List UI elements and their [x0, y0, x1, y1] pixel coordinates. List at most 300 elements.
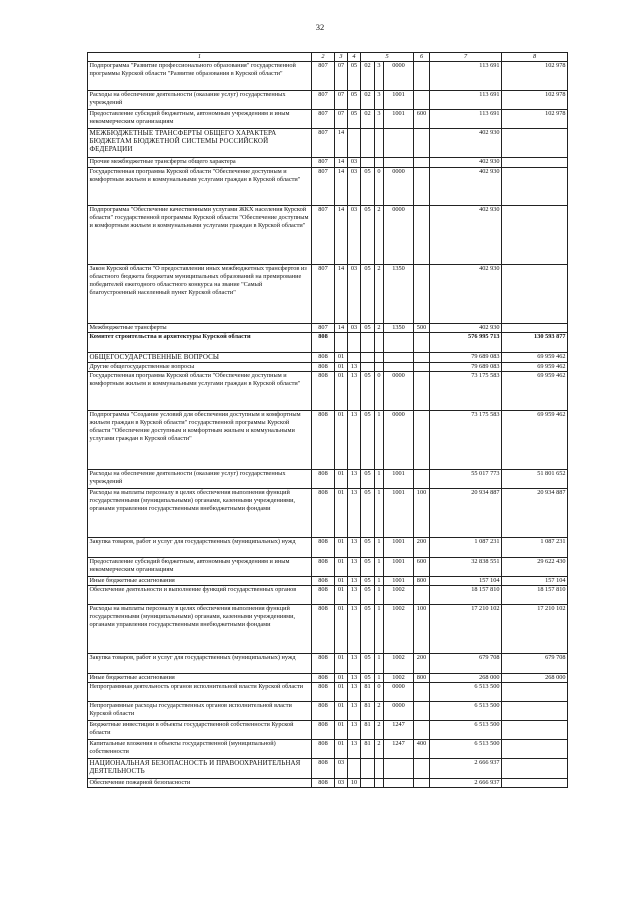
subsection-code-cell: 13	[348, 538, 361, 558]
header-cell: 3	[335, 53, 348, 62]
name-cell: Закон Курской области "О предоставлении иных межбюджетных трансфертов из областного бюджета бюджетам муниципальных образований на премирование победителей ежегодного областного конкурса на звание "Самый благоустроенный населенный пункт Курской области"	[88, 265, 312, 324]
direction-code-cell: 1001	[384, 110, 414, 129]
table-row	[88, 605, 568, 654]
page-number: 32	[315, 22, 325, 32]
ministry-code-cell: 807	[312, 129, 335, 158]
amount-2018-cell: 102 978	[502, 110, 568, 129]
expense-type-cell	[414, 333, 430, 353]
amount-2018-cell: 51 801 652	[502, 470, 568, 489]
table-row	[88, 62, 568, 91]
name-cell: НАЦИОНАЛЬНАЯ БЕЗОПАСНОСТЬ И ПРАВООХРАНИТЕЛЬНАЯ ДЕЯТЕЛЬНОСТЬ	[88, 759, 312, 779]
ministry-code-cell: 807	[312, 168, 335, 206]
program-code-cell: 81	[361, 702, 375, 721]
amount-2018-cell	[502, 265, 568, 324]
name-cell: Межбюджетные трансферты	[88, 324, 312, 333]
table-row	[88, 372, 568, 411]
amount-2017-cell: 679 708	[430, 654, 502, 674]
direction-code-cell: 1350	[384, 324, 414, 333]
table-row	[88, 586, 568, 605]
subsection-code-cell: 05	[348, 91, 361, 110]
name-cell: Подпрограмма "Создание условий для обеспечения доступным и комфортным жильем граждан в Курской области" государственной программы Курской области "Обеспечение доступным и комфортным жильем и коммунальными услугами граждан в Курской области"	[88, 411, 312, 470]
expense-type-cell	[414, 353, 430, 363]
amount-2017-cell: 55 017 773	[430, 470, 502, 489]
subsection-code-cell: 05	[348, 62, 361, 91]
name-cell: Обеспечение пожарной безопасности	[88, 779, 312, 788]
direction-code-cell: 0000	[384, 411, 414, 470]
section-code-cell: 01	[335, 674, 348, 683]
amount-2018-cell: 102 978	[502, 91, 568, 110]
name-cell: Закупка товаров, работ и услуг для государственных (муниципальных) нужд	[88, 654, 312, 674]
section-code-cell: 14	[335, 129, 348, 158]
header-cell: 6	[414, 53, 430, 62]
section-code-cell: 14	[335, 324, 348, 333]
program-code-cell: 81	[361, 721, 375, 740]
direction-code-cell: 1001	[384, 91, 414, 110]
ministry-code-cell: 807	[312, 265, 335, 324]
subprogram-code-cell: 3	[375, 91, 384, 110]
amount-2017-cell: 2 666 937	[430, 779, 502, 788]
section-code-cell: 07	[335, 91, 348, 110]
direction-code-cell: 1002	[384, 586, 414, 605]
amount-2017-cell: 2 666 937	[430, 759, 502, 779]
program-code-cell	[361, 779, 375, 788]
table-row	[88, 333, 568, 353]
amount-2017-cell: 576 995 713	[430, 333, 502, 353]
section-code-cell: 01	[335, 558, 348, 577]
ministry-code-cell: 808	[312, 333, 335, 353]
section-code-cell: 07	[335, 110, 348, 129]
subsection-code-cell: 03	[348, 265, 361, 324]
ministry-code-cell: 808	[312, 577, 335, 586]
expense-type-cell	[414, 62, 430, 91]
subsection-code-cell: 13	[348, 683, 361, 702]
program-code-cell	[361, 333, 375, 353]
subsection-code-cell	[348, 129, 361, 158]
amount-2017-cell: 32 838 551	[430, 558, 502, 577]
table-row	[88, 558, 568, 577]
section-code-cell: 01	[335, 470, 348, 489]
amount-2018-cell: 102 978	[502, 62, 568, 91]
name-cell: МЕЖБЮДЖЕТНЫЕ ТРАНСФЕРТЫ ОБЩЕГО ХАРАКТЕРА БЮДЖЕТАМ БЮДЖЕТНОЙ СИСТЕМЫ РОССИЙСКОЙ ФЕДЕРАЦИИ	[88, 129, 312, 158]
section-code-cell: 01	[335, 605, 348, 654]
name-cell: Непрограммная деятельность органов исполнительной власти Курской области	[88, 683, 312, 702]
amount-2017-cell: 402 930	[430, 324, 502, 333]
direction-code-cell	[384, 333, 414, 353]
section-code-cell: 01	[335, 411, 348, 470]
direction-code-cell: 1001	[384, 489, 414, 538]
ministry-code-cell: 807	[312, 110, 335, 129]
name-cell: Подпрограмма "Обеспечение качественными услугами ЖКХ населения Курской области" государственной программы Курской области "Обеспечение доступным и комфортным жильем и коммунальными услугами граждан в Курской области"	[88, 206, 312, 265]
subprogram-code-cell	[375, 158, 384, 168]
table-row	[88, 470, 568, 489]
ministry-code-cell: 808	[312, 470, 335, 489]
section-code-cell: 01	[335, 538, 348, 558]
subprogram-code-cell: 1	[375, 586, 384, 605]
amount-2018-cell	[502, 324, 568, 333]
expense-type-cell	[414, 363, 430, 372]
name-cell: Предоставление субсидий бюджетным, автономным учреждениям и иным некоммерческим организациям	[88, 558, 312, 577]
ministry-code-cell: 808	[312, 721, 335, 740]
expense-type-cell: 500	[414, 324, 430, 333]
subprogram-code-cell: 1	[375, 674, 384, 683]
amount-2018-cell: 69 959 462	[502, 363, 568, 372]
program-code-cell: 81	[361, 740, 375, 759]
subprogram-code-cell: 1	[375, 605, 384, 654]
subprogram-code-cell	[375, 333, 384, 353]
subprogram-code-cell: 0	[375, 683, 384, 702]
amount-2018-cell: 17 210 102	[502, 605, 568, 654]
subprogram-code-cell	[375, 779, 384, 788]
table-row	[88, 740, 568, 759]
name-cell: Государственная программа Курской области "Обеспечение доступным и комфортным жильем и коммунальными услугами граждан в Курской области"	[88, 372, 312, 411]
subprogram-code-cell	[375, 353, 384, 363]
section-code-cell: 01	[335, 683, 348, 702]
direction-code-cell: 0000	[384, 683, 414, 702]
name-cell: Подпрограмма "Развитие профессионального образования" государственной программы Курской области "Развитие образования в Курской области"	[88, 62, 312, 91]
program-code-cell: 02	[361, 91, 375, 110]
ministry-code-cell: 808	[312, 586, 335, 605]
table-row	[88, 110, 568, 129]
amount-2018-cell: 69 959 462	[502, 353, 568, 363]
subprogram-code-cell: 1	[375, 489, 384, 538]
expense-type-cell	[414, 129, 430, 158]
amount-2018-cell	[502, 702, 568, 721]
subsection-code-cell: 13	[348, 489, 361, 538]
subprogram-code-cell: 2	[375, 324, 384, 333]
expense-type-cell	[414, 91, 430, 110]
header-cell: 1	[88, 53, 312, 62]
name-cell: Прочие межбюджетные трансферты общего характера	[88, 158, 312, 168]
subsection-code-cell: 13	[348, 702, 361, 721]
subprogram-code-cell: 2	[375, 265, 384, 324]
expense-type-cell: 600	[414, 558, 430, 577]
expense-type-cell: 200	[414, 538, 430, 558]
ministry-code-cell: 808	[312, 683, 335, 702]
amount-2017-cell: 1 087 231	[430, 538, 502, 558]
expense-type-cell	[414, 411, 430, 470]
expense-type-cell: 100	[414, 605, 430, 654]
section-code-cell: 01	[335, 353, 348, 363]
expense-type-cell	[414, 470, 430, 489]
subprogram-code-cell: 1	[375, 470, 384, 489]
program-code-cell	[361, 759, 375, 779]
subsection-code-cell: 13	[348, 605, 361, 654]
amount-2018-cell	[502, 168, 568, 206]
section-code-cell: 01	[335, 740, 348, 759]
table-row	[88, 489, 568, 538]
subsection-code-cell: 10	[348, 779, 361, 788]
expense-type-cell	[414, 683, 430, 702]
table-row	[88, 324, 568, 333]
section-code-cell: 14	[335, 158, 348, 168]
subprogram-code-cell	[375, 759, 384, 779]
expense-type-cell: 400	[414, 740, 430, 759]
amount-2018-cell	[502, 740, 568, 759]
program-code-cell: 05	[361, 324, 375, 333]
amount-2018-cell	[502, 158, 568, 168]
direction-code-cell: 1001	[384, 558, 414, 577]
subprogram-code-cell: 2	[375, 702, 384, 721]
subsection-code-cell	[348, 759, 361, 779]
program-code-cell: 05	[361, 538, 375, 558]
amount-2018-cell	[502, 129, 568, 158]
subsection-code-cell: 13	[348, 470, 361, 489]
name-cell: Расходы на выплаты персоналу в целях обеспечения выполнения функций государственными (муниципальными) органами, казенными учреждениями, органами управления государственными внебюджетными фондами	[88, 605, 312, 654]
expense-type-cell: 600	[414, 110, 430, 129]
amount-2017-cell: 402 930	[430, 206, 502, 265]
amount-2017-cell: 113 691	[430, 110, 502, 129]
table-row	[88, 674, 568, 683]
table-row	[88, 353, 568, 363]
section-code-cell: 14	[335, 168, 348, 206]
table-row	[88, 538, 568, 558]
amount-2017-cell: 6 513 500	[430, 702, 502, 721]
name-cell: Непрограммные расходы государственных органов исполнительной власти Курской области	[88, 702, 312, 721]
table-row	[88, 206, 568, 265]
subsection-code-cell: 13	[348, 372, 361, 411]
table-row	[88, 411, 568, 470]
direction-code-cell	[384, 779, 414, 788]
ministry-code-cell: 808	[312, 353, 335, 363]
section-code-cell: 03	[335, 779, 348, 788]
amount-2017-cell: 73 175 583	[430, 411, 502, 470]
table-row	[88, 265, 568, 324]
subprogram-code-cell: 3	[375, 110, 384, 129]
subprogram-code-cell: 1	[375, 558, 384, 577]
subsection-code-cell: 13	[348, 363, 361, 372]
name-cell: Обеспечение деятельности и выполнение функций государственных органов	[88, 586, 312, 605]
section-code-cell: 01	[335, 489, 348, 538]
amount-2017-cell: 6 513 500	[430, 721, 502, 740]
amount-2018-cell: 1 087 231	[502, 538, 568, 558]
amount-2018-cell	[502, 779, 568, 788]
program-code-cell	[361, 129, 375, 158]
header-row	[88, 53, 568, 62]
direction-code-cell	[384, 158, 414, 168]
program-code-cell: 05	[361, 674, 375, 683]
section-code-cell: 14	[335, 206, 348, 265]
section-code-cell: 01	[335, 577, 348, 586]
expense-type-cell: 100	[414, 489, 430, 538]
subprogram-code-cell: 1	[375, 538, 384, 558]
subsection-code-cell: 13	[348, 577, 361, 586]
header-cell: 8	[502, 53, 568, 62]
table-row	[88, 759, 568, 779]
amount-2018-cell: 20 934 887	[502, 489, 568, 538]
table-row	[88, 654, 568, 674]
amount-2017-cell: 402 930	[430, 158, 502, 168]
program-code-cell: 05	[361, 605, 375, 654]
table-row	[88, 577, 568, 586]
direction-code-cell: 1350	[384, 265, 414, 324]
amount-2018-cell: 69 959 462	[502, 411, 568, 470]
ministry-code-cell: 807	[312, 206, 335, 265]
name-cell: Расходы на обеспечение деятельности (оказание услуг) государственных учреждений	[88, 470, 312, 489]
amount-2017-cell: 79 689 083	[430, 353, 502, 363]
table-row	[88, 779, 568, 788]
amount-2018-cell	[502, 759, 568, 779]
ministry-code-cell: 808	[312, 558, 335, 577]
subprogram-code-cell: 1	[375, 577, 384, 586]
program-code-cell: 05	[361, 206, 375, 265]
subsection-code-cell: 13	[348, 411, 361, 470]
direction-code-cell: 1002	[384, 654, 414, 674]
subsection-code-cell: 13	[348, 558, 361, 577]
table-row	[88, 158, 568, 168]
header-cell: 5	[361, 53, 414, 62]
subsection-code-cell: 03	[348, 206, 361, 265]
subprogram-code-cell	[375, 129, 384, 158]
direction-code-cell: 0000	[384, 206, 414, 265]
program-code-cell: 05	[361, 168, 375, 206]
ministry-code-cell: 807	[312, 324, 335, 333]
expense-type-cell	[414, 759, 430, 779]
amount-2018-cell	[502, 683, 568, 702]
expense-type-cell: 800	[414, 674, 430, 683]
expense-type-cell	[414, 779, 430, 788]
table-row	[88, 129, 568, 158]
amount-2017-cell: 402 930	[430, 265, 502, 324]
ministry-code-cell: 808	[312, 702, 335, 721]
subsection-code-cell: 03	[348, 324, 361, 333]
table-row	[88, 168, 568, 206]
direction-code-cell: 1247	[384, 740, 414, 759]
program-code-cell: 05	[361, 489, 375, 538]
ministry-code-cell: 808	[312, 779, 335, 788]
table-row	[88, 683, 568, 702]
section-code-cell: 01	[335, 586, 348, 605]
section-code-cell: 01	[335, 702, 348, 721]
name-cell: Закупка товаров, работ и услуг для государственных (муниципальных) нужд	[88, 538, 312, 558]
direction-code-cell: 1001	[384, 470, 414, 489]
ministry-code-cell: 808	[312, 674, 335, 683]
program-code-cell: 05	[361, 411, 375, 470]
expense-type-cell: 200	[414, 654, 430, 674]
direction-code-cell	[384, 363, 414, 372]
subsection-code-cell	[348, 353, 361, 363]
direction-code-cell	[384, 759, 414, 779]
subsection-code-cell: 13	[348, 721, 361, 740]
ministry-code-cell: 808	[312, 740, 335, 759]
subprogram-code-cell: 2	[375, 721, 384, 740]
subsection-code-cell: 13	[348, 654, 361, 674]
subsection-code-cell: 03	[348, 158, 361, 168]
program-code-cell: 05	[361, 470, 375, 489]
section-code-cell: 01	[335, 654, 348, 674]
subprogram-code-cell: 1	[375, 654, 384, 674]
program-code-cell	[361, 363, 375, 372]
amount-2017-cell: 157 104	[430, 577, 502, 586]
program-code-cell: 02	[361, 110, 375, 129]
name-cell: Бюджетные инвестиции в объекты государственной собственности Курской области	[88, 721, 312, 740]
program-code-cell	[361, 353, 375, 363]
direction-code-cell	[384, 353, 414, 363]
name-cell: Другие общегосударственные вопросы	[88, 363, 312, 372]
program-code-cell: 81	[361, 683, 375, 702]
subsection-code-cell	[348, 333, 361, 353]
program-code-cell: 02	[361, 62, 375, 91]
ministry-code-cell: 808	[312, 363, 335, 372]
subprogram-code-cell: 0	[375, 372, 384, 411]
amount-2017-cell: 17 210 102	[430, 605, 502, 654]
name-cell: ОБЩЕГОСУДАРСТВЕННЫЕ ВОПРОСЫ	[88, 353, 312, 363]
name-cell: Государственная программа Курской области "Обеспечение доступным и комфортным жильем и коммунальными услугами граждан в Курской области"	[88, 168, 312, 206]
amount-2017-cell: 268 000	[430, 674, 502, 683]
amount-2017-cell: 6 513 500	[430, 683, 502, 702]
budget-table	[87, 52, 568, 788]
program-code-cell: 05	[361, 265, 375, 324]
header-cell: 7	[430, 53, 502, 62]
ministry-code-cell: 808	[312, 605, 335, 654]
expense-type-cell	[414, 721, 430, 740]
ministry-code-cell: 808	[312, 759, 335, 779]
program-code-cell: 05	[361, 558, 375, 577]
amount-2017-cell: 6 513 500	[430, 740, 502, 759]
program-code-cell: 05	[361, 372, 375, 411]
direction-code-cell: 1002	[384, 605, 414, 654]
table-row	[88, 721, 568, 740]
amount-2017-cell: 18 157 810	[430, 586, 502, 605]
name-cell: Капитальные вложения в объекты государственной (муниципальной) собственности	[88, 740, 312, 759]
direction-code-cell: 1002	[384, 674, 414, 683]
subsection-code-cell: 05	[348, 110, 361, 129]
ministry-code-cell: 808	[312, 538, 335, 558]
expense-type-cell	[414, 158, 430, 168]
section-code-cell	[335, 333, 348, 353]
expense-type-cell	[414, 586, 430, 605]
amount-2018-cell	[502, 206, 568, 265]
amount-2018-cell: 29 622 430	[502, 558, 568, 577]
ministry-code-cell: 808	[312, 489, 335, 538]
ministry-code-cell: 807	[312, 158, 335, 168]
section-code-cell: 14	[335, 265, 348, 324]
expense-type-cell	[414, 265, 430, 324]
section-code-cell: 03	[335, 759, 348, 779]
table-row	[88, 702, 568, 721]
amount-2018-cell: 18 157 810	[502, 586, 568, 605]
ministry-code-cell: 808	[312, 411, 335, 470]
name-cell: Расходы на обеспечение деятельности (оказание услуг) государственных учреждений	[88, 91, 312, 110]
section-code-cell: 01	[335, 721, 348, 740]
direction-code-cell: 1247	[384, 721, 414, 740]
amount-2018-cell: 69 959 462	[502, 372, 568, 411]
subprogram-code-cell: 3	[375, 62, 384, 91]
subprogram-code-cell	[375, 363, 384, 372]
subsection-code-cell: 03	[348, 168, 361, 206]
subsection-code-cell: 13	[348, 674, 361, 683]
ministry-code-cell: 808	[312, 372, 335, 411]
subprogram-code-cell: 1	[375, 411, 384, 470]
direction-code-cell: 0000	[384, 372, 414, 411]
amount-2017-cell: 402 930	[430, 129, 502, 158]
expense-type-cell	[414, 168, 430, 206]
amount-2017-cell: 73 175 583	[430, 372, 502, 411]
amount-2018-cell	[502, 721, 568, 740]
direction-code-cell	[384, 129, 414, 158]
program-code-cell: 05	[361, 577, 375, 586]
amount-2017-cell: 113 691	[430, 62, 502, 91]
name-cell: Иные бюджетные ассигнования	[88, 577, 312, 586]
subprogram-code-cell: 2	[375, 740, 384, 759]
amount-2018-cell: 268 000	[502, 674, 568, 683]
direction-code-cell: 0000	[384, 168, 414, 206]
subprogram-code-cell: 2	[375, 206, 384, 265]
amount-2018-cell: 130 593 877	[502, 333, 568, 353]
table-row	[88, 91, 568, 110]
expense-type-cell	[414, 206, 430, 265]
ministry-code-cell: 807	[312, 91, 335, 110]
program-code-cell	[361, 158, 375, 168]
